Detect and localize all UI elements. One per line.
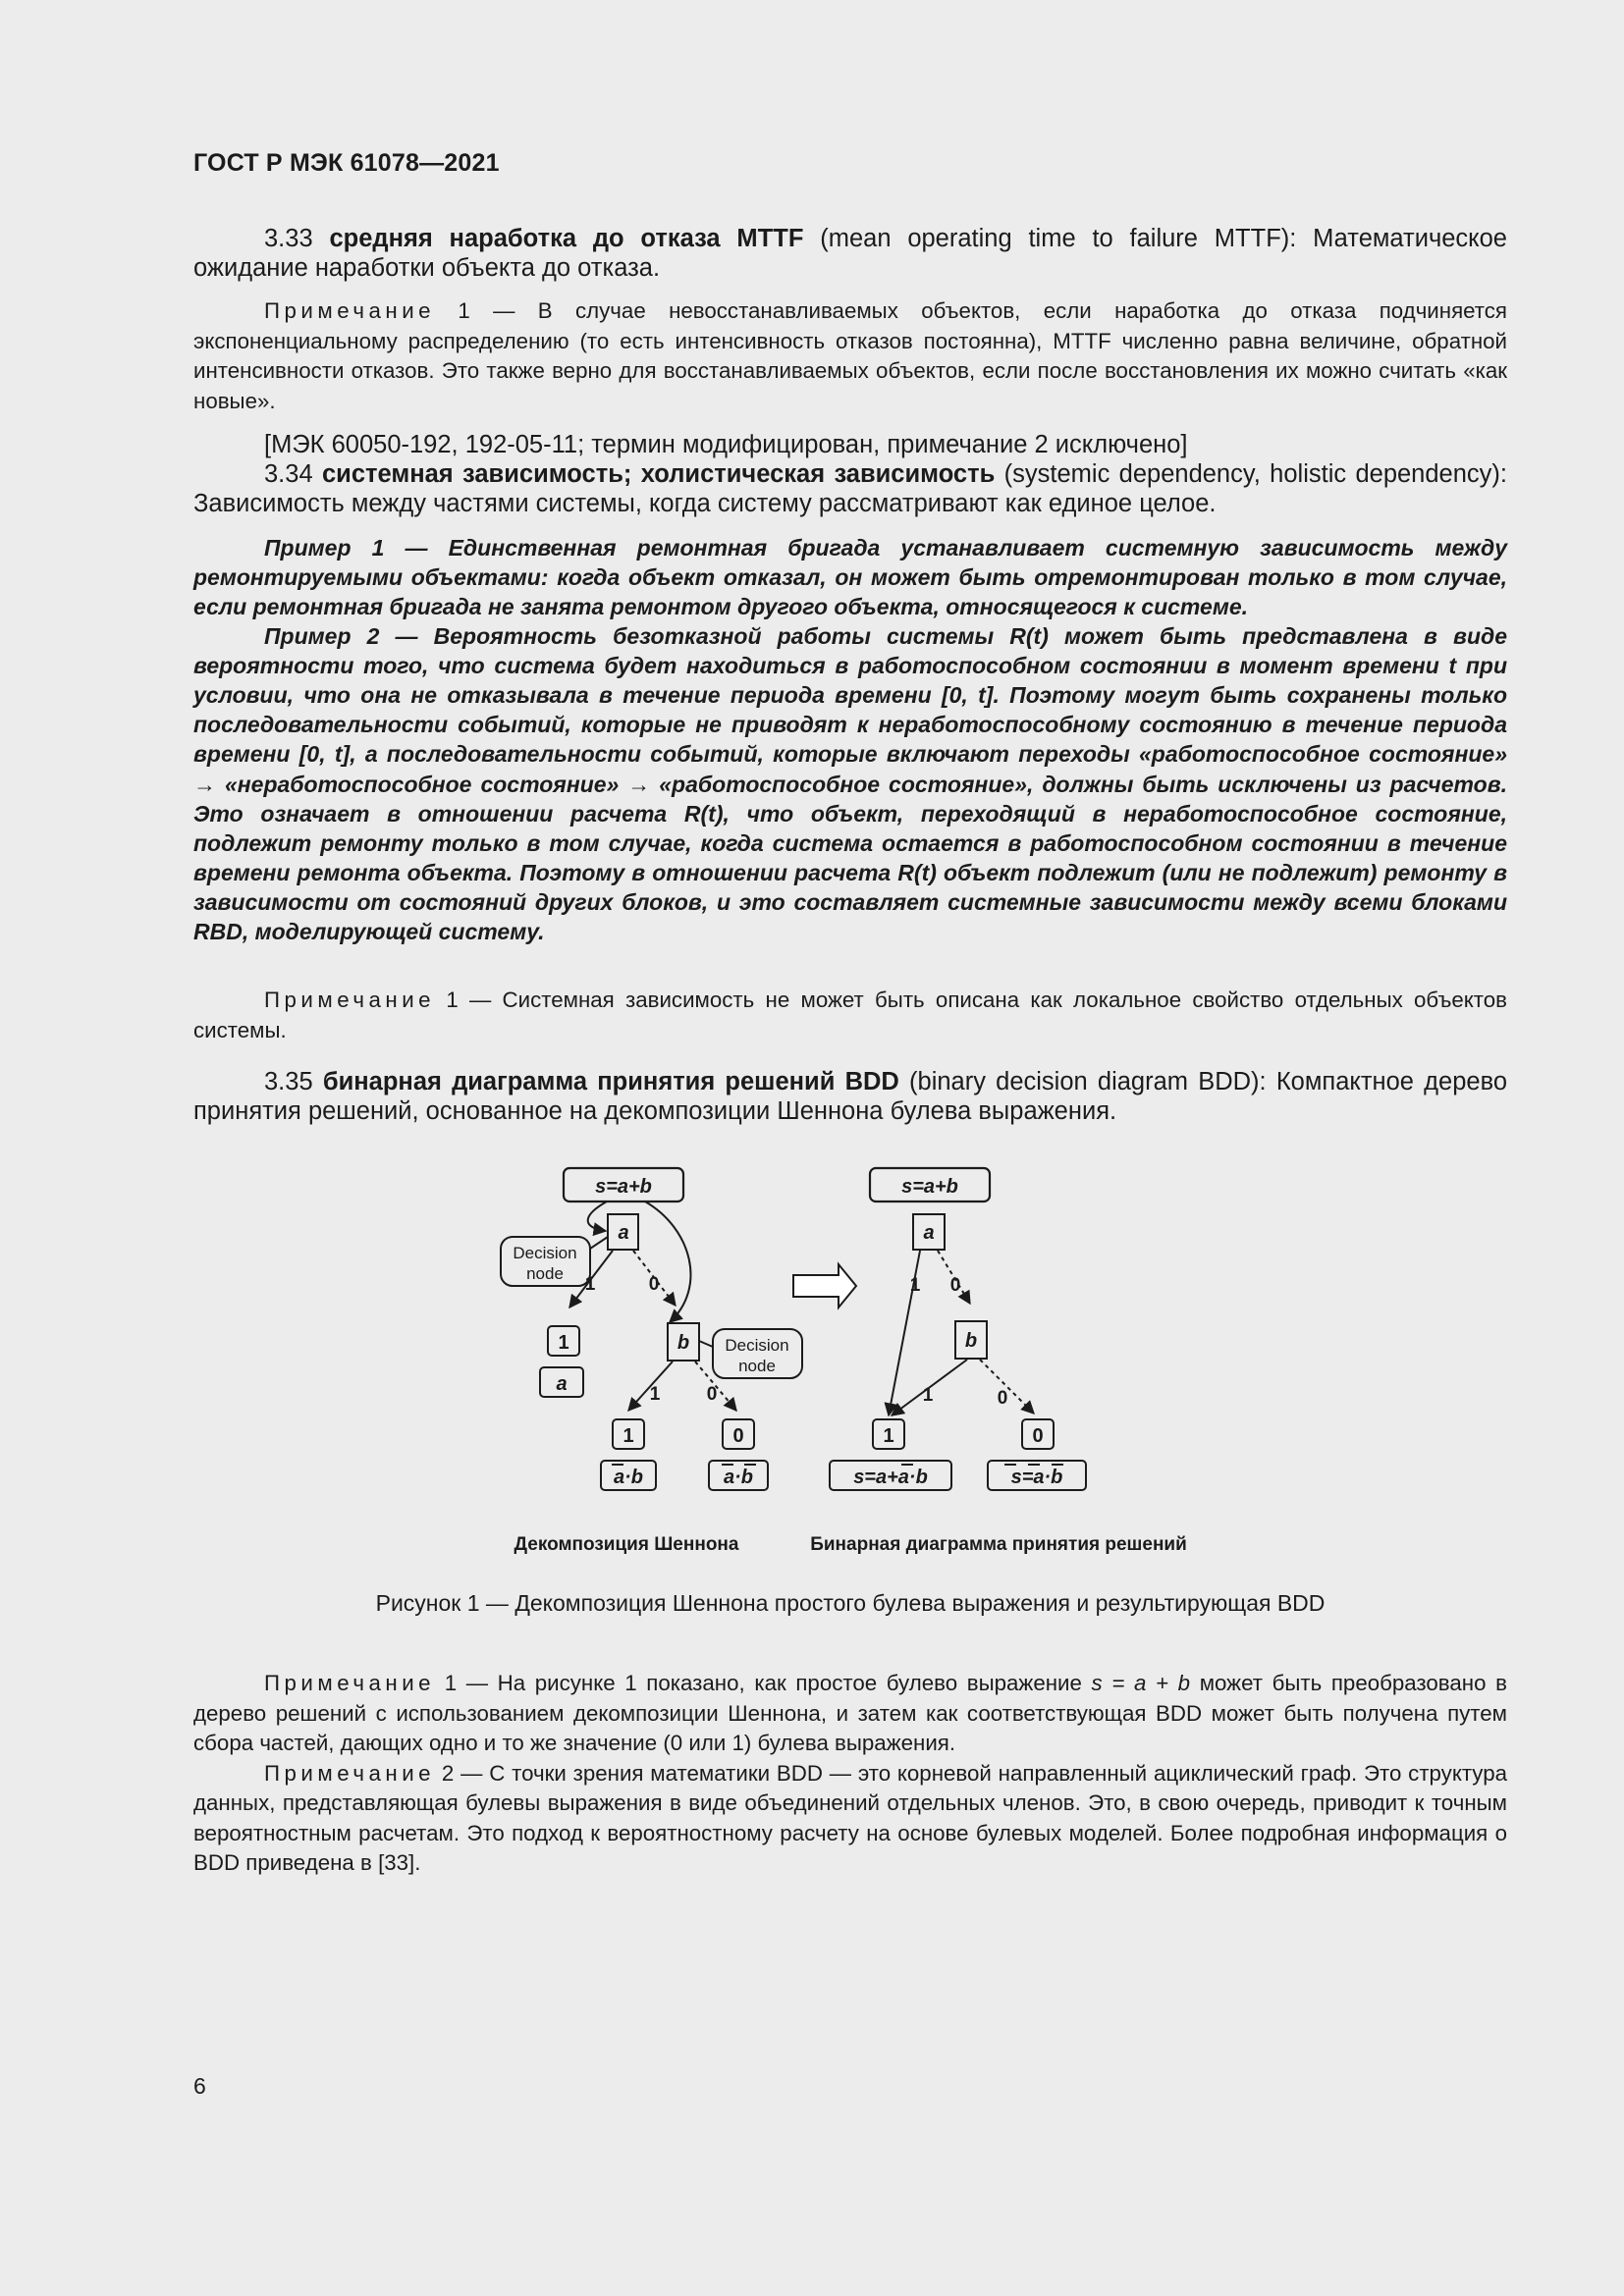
callout-2-line-1: Decision <box>725 1336 789 1355</box>
term-title: системная зависимость; холистическая зависимость <box>321 460 996 489</box>
left-b-zero-label: 0 <box>706 1384 718 1405</box>
term-definition: (binary decision diagram BDD): Компактное дерево принятия решений, основанное на декомпозиции Шеннона булева выражения. <box>193 1068 1508 1126</box>
note-label: Примечание <box>264 988 436 1013</box>
left-leaf-0-label: 0 <box>732 1425 744 1447</box>
note-formula: s = a + b <box>1091 1671 1191 1695</box>
right-a-zero-label: 0 <box>949 1275 961 1296</box>
note-text: 1 — В случае невосстанавливаемых объектов, если наработка до отказа подчиняется экспоненциальному распределению (то есть интенсивность отказов постоянна), MTTF численно равна величине, обратной интенсивности отказов. Это также верно для восстанавливаемых объектов, если после восстановления их можно считать «как новые». <box>193 298 1507 413</box>
term-definition: (mean operating time to failure MTTF): Математическое ожидание наработки объекта до отказа. <box>193 225 1507 283</box>
term-title: средняя наработка до отказа MTTF <box>329 225 804 252</box>
callout-1-line-2: node <box>526 1264 564 1283</box>
figure-note-1 <box>193 1669 1507 1759</box>
right-node-a-label: a <box>923 1222 935 1244</box>
note-text-part-2: может быть преобразовано в дерево решений с использованием декомпозиции Шеннона, и затем как соответствующая BDD может быть получена путем сбора частей, дающих одно и то же значение (0 или 1) булева выражения. <box>193 1671 1507 1756</box>
right-b-zero-label: 0 <box>997 1388 1008 1409</box>
left-node-b-label: b <box>677 1332 690 1354</box>
right-expr-true-label: s=a+a·b <box>853 1467 928 1488</box>
left-root-to-a-edge <box>588 1201 607 1231</box>
note-3-33 <box>193 296 1507 416</box>
left-a-one-label: 1 <box>584 1274 596 1295</box>
left-leaf-1-a-label: 1 <box>558 1332 569 1354</box>
source-reference: [МЭК 60050-192, 192-05-11; термин модифицирован, примечание 2 исключено] <box>264 431 1188 459</box>
term-definition: (systemic dependency, holistic dependency): Зависимость между частями системы, когда систему рассматривают как единое целое. <box>193 460 1507 518</box>
example-1: Пример 1 — Единственная ремонтная бригада устанавливает системную зависимость между ремонтируемыми объектами: когда объект отказал, он может быть отремонтирован только в том случае, если ремонтная бригада не занята ремонтом другого объекта, относящегося к системе. <box>193 534 1507 619</box>
term-3-33 <box>193 224 1507 283</box>
note-label: Примечание <box>264 298 436 324</box>
left-expr-abar-bbar-label: a·b <box>724 1467 753 1488</box>
document-header: ГОСТ Р МЭК 61078—2021 <box>193 149 500 177</box>
term-number: 3.33 <box>264 225 330 252</box>
bdd-diagram <box>496 1160 1222 1573</box>
callout-1-line-1: Decision <box>513 1244 577 1262</box>
left-root-label: s=a+b <box>595 1176 652 1198</box>
note-text: 2 — С точки зрения математики BDD — это корневой направленный ациклический граф. Это структура данных, представляющая булевы выражения в виде объединений отдельных членов. Это, в свою очередь, приводит к точным вероятностным расчетам. Это подход к вероятностному расчету на основе булевых моделей. Более подробная информация о BDD приведена в [33]. <box>193 1760 1507 1876</box>
transform-arrow-icon <box>793 1264 856 1308</box>
left-b-one-label: 1 <box>649 1384 661 1405</box>
right-node-b-label: b <box>964 1330 978 1352</box>
right-a-one-label: 1 <box>909 1275 921 1296</box>
label-shannon-decomposition: Декомпозиция Шеннона <box>514 1534 739 1555</box>
left-leaf-1-b-label: 1 <box>623 1425 634 1447</box>
note-3-34 <box>193 986 1507 1045</box>
right-leaf-0-label: 0 <box>1032 1425 1044 1447</box>
left-expr-a-label: a <box>556 1373 568 1395</box>
note-label: Примечание <box>264 1671 436 1695</box>
note-label: Примечание <box>264 1760 436 1786</box>
term-number: 3.35 <box>264 1068 323 1096</box>
figure-caption: Рисунок 1 — Декомпозиция Шеннона простого булева выражения и результирующая BDD <box>375 1590 1326 1616</box>
main-content <box>193 224 1507 1126</box>
term-3-35 <box>193 1067 1507 1126</box>
left-node-a-label: a <box>618 1222 629 1244</box>
right-expr-false-label: s=a·b <box>1010 1467 1063 1488</box>
bdd-figure <box>496 1160 1222 1573</box>
right-b-one-label: 1 <box>922 1385 934 1406</box>
term-number: 3.34 <box>264 460 322 489</box>
callout-2-line-2: node <box>738 1357 776 1375</box>
figure-notes <box>193 1669 1507 1879</box>
term-3-34 <box>193 459 1507 518</box>
left-a-zero-label: 0 <box>648 1274 660 1295</box>
left-root-to-b-edge <box>645 1201 690 1322</box>
term-title: бинарная диаграмма принятия решений BDD <box>322 1068 899 1096</box>
left-expr-abar-b-label: a·b <box>614 1467 643 1488</box>
label-bdd: Бинарная диаграмма принятия решений <box>810 1534 1187 1555</box>
note-text: 1 — Системная зависимость не может быть описана как локальное свойство отдельных объектов системы. <box>193 988 1507 1042</box>
page-number: 6 <box>193 2073 206 2099</box>
figure-note-2 <box>193 1759 1507 1879</box>
right-leaf-1-label: 1 <box>883 1425 894 1447</box>
example-2: Пример 2 — Вероятность безотказной работы системы R(t) может быть представлена в виде вероятности того, что система будет находиться в работоспособном состоянии в момент времени t при условии, что она не отказывала в течение периода времени [0, t]. Поэтому могут быть сохранены только последовательности событий, которые не приводят к неработоспособному состоянию в течение периода времени [0, t], а последовательности событий, которые включают переходы «работоспособное состояние» → «неработоспособное состояние» → «работоспособное состояние», должны быть исключены из расчетов. Это означает в отношении расчета R(t), что объект, переходящий в неработоспособное состояние, подлежит ремонту только в том случае, когда система остается в работоспособном состоянии в течение времени ремонта объекта. Поэтому в отношении расчета R(t) объект подлежит (или не подлежит) ремонту в зависимости от состояний других блоков, и это составляет системные зависимости между всеми блоками RBD, моделирующей систему. <box>193 622 1507 945</box>
note-text-part-1: 1 — На рисунке 1 показано, как простое булево выражение <box>435 1671 1092 1695</box>
right-root-label: s=a+b <box>901 1176 958 1198</box>
